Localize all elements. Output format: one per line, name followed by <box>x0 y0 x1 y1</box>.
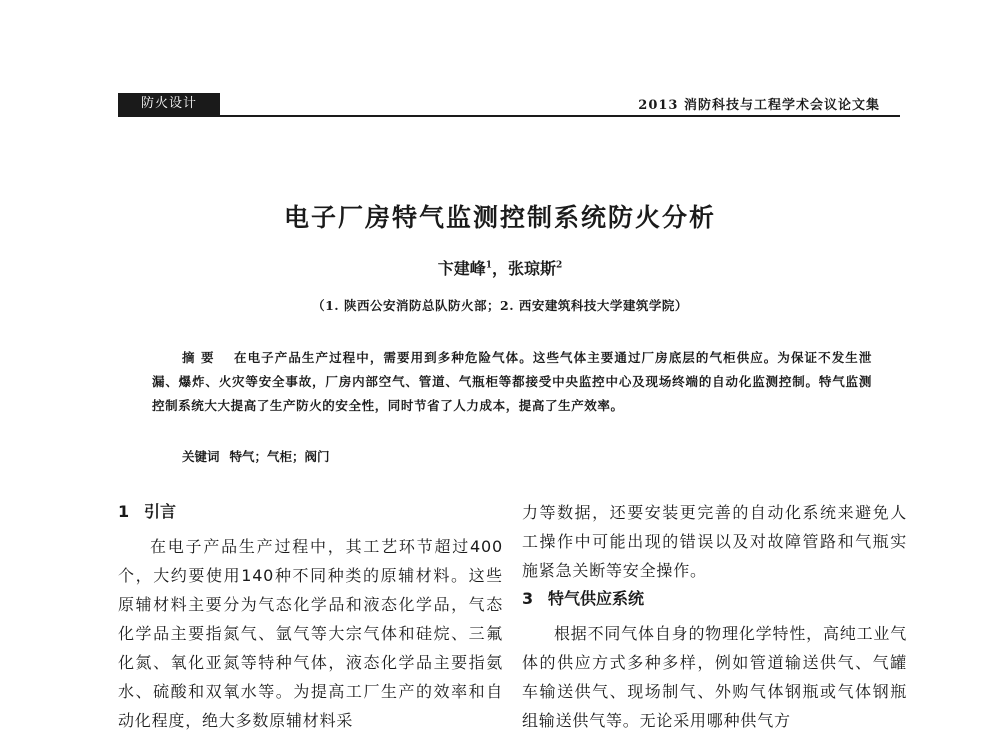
section-title: 特气供应系统 <box>548 589 645 608</box>
keywords <box>182 447 330 465</box>
journal-name: 2013 消防科技与工程学术会议论文集 <box>638 98 880 113</box>
intro-paragraph: 在电子产品生产过程中，其工艺环节超过400个，大约要使用140种不同种类的原辅材料。这些原辅材料主要分为气态化学品和液态化学品，气态化学品主要指氮气、氩气等大宗气体和硅烷、三氟化氮、氧化亚氮等特种气体，液态化学品主要指氨水、硫酸和双氧水等。为提高工厂生产的效率和自动化程度，绝大多数原辅材料采 <box>118 537 503 730</box>
left-column <box>118 498 503 735</box>
section-number: 3 <box>522 589 534 608</box>
abstract <box>152 346 872 418</box>
author-name: 张琼斯 <box>508 259 557 278</box>
section-number: 1 <box>118 502 130 521</box>
author-affiliation-mark: 2 <box>556 260 563 271</box>
section-tag: 防火设计 <box>118 93 220 115</box>
continued-paragraph: 力等数据，还要安装更完善的自动化系统来避免人工操作中可能出现的错误以及对故障管路和气瓶实施紧急关断等安全操作。 <box>522 503 907 580</box>
author-line <box>0 256 1000 279</box>
author-affiliation-mark: 1 <box>485 260 492 271</box>
abstract-label: 摘要 <box>182 350 220 365</box>
header-rule <box>118 115 900 117</box>
keywords-text: 特气；气柜；阀门 <box>229 449 330 464</box>
affiliation: （1. 陕西公安消防总队防火部；2. 西安建筑科技大学建筑学院） <box>312 298 688 313</box>
author-separator: ， <box>491 259 508 278</box>
section-heading-intro <box>118 498 503 532</box>
right-column <box>522 498 907 735</box>
paper-title: 电子厂房特气监测控制系统防火分析 <box>283 203 716 232</box>
section-heading-supply <box>522 585 907 619</box>
abstract-text: 在电子产品生产过程中，需要用到多种危险气体。这些气体主要通过厂房底层的气柜供应。为保证不发生泄漏、爆炸、火灾等安全事故，厂房内部空气、管道、气瓶柜等都接受中央监控中心及现场终端的自动化监测控制。特气监测控制系统大大提高了生产防火的安全性，同时节省了人力成本，提高了生产效率。 <box>152 350 872 413</box>
supply-paragraph: 根据不同气体自身的物理化学特性，高纯工业气体的供应方式多种多样，例如管道输送供气、气罐车输送供气、现场制气、外购气体钢瓶或气体钢瓶组输送供气等。无论采用哪种供气方 <box>522 624 907 730</box>
section-title: 引言 <box>144 502 177 521</box>
keywords-label: 关键词 <box>182 449 220 464</box>
author-name: 卞建峰 <box>437 259 486 278</box>
